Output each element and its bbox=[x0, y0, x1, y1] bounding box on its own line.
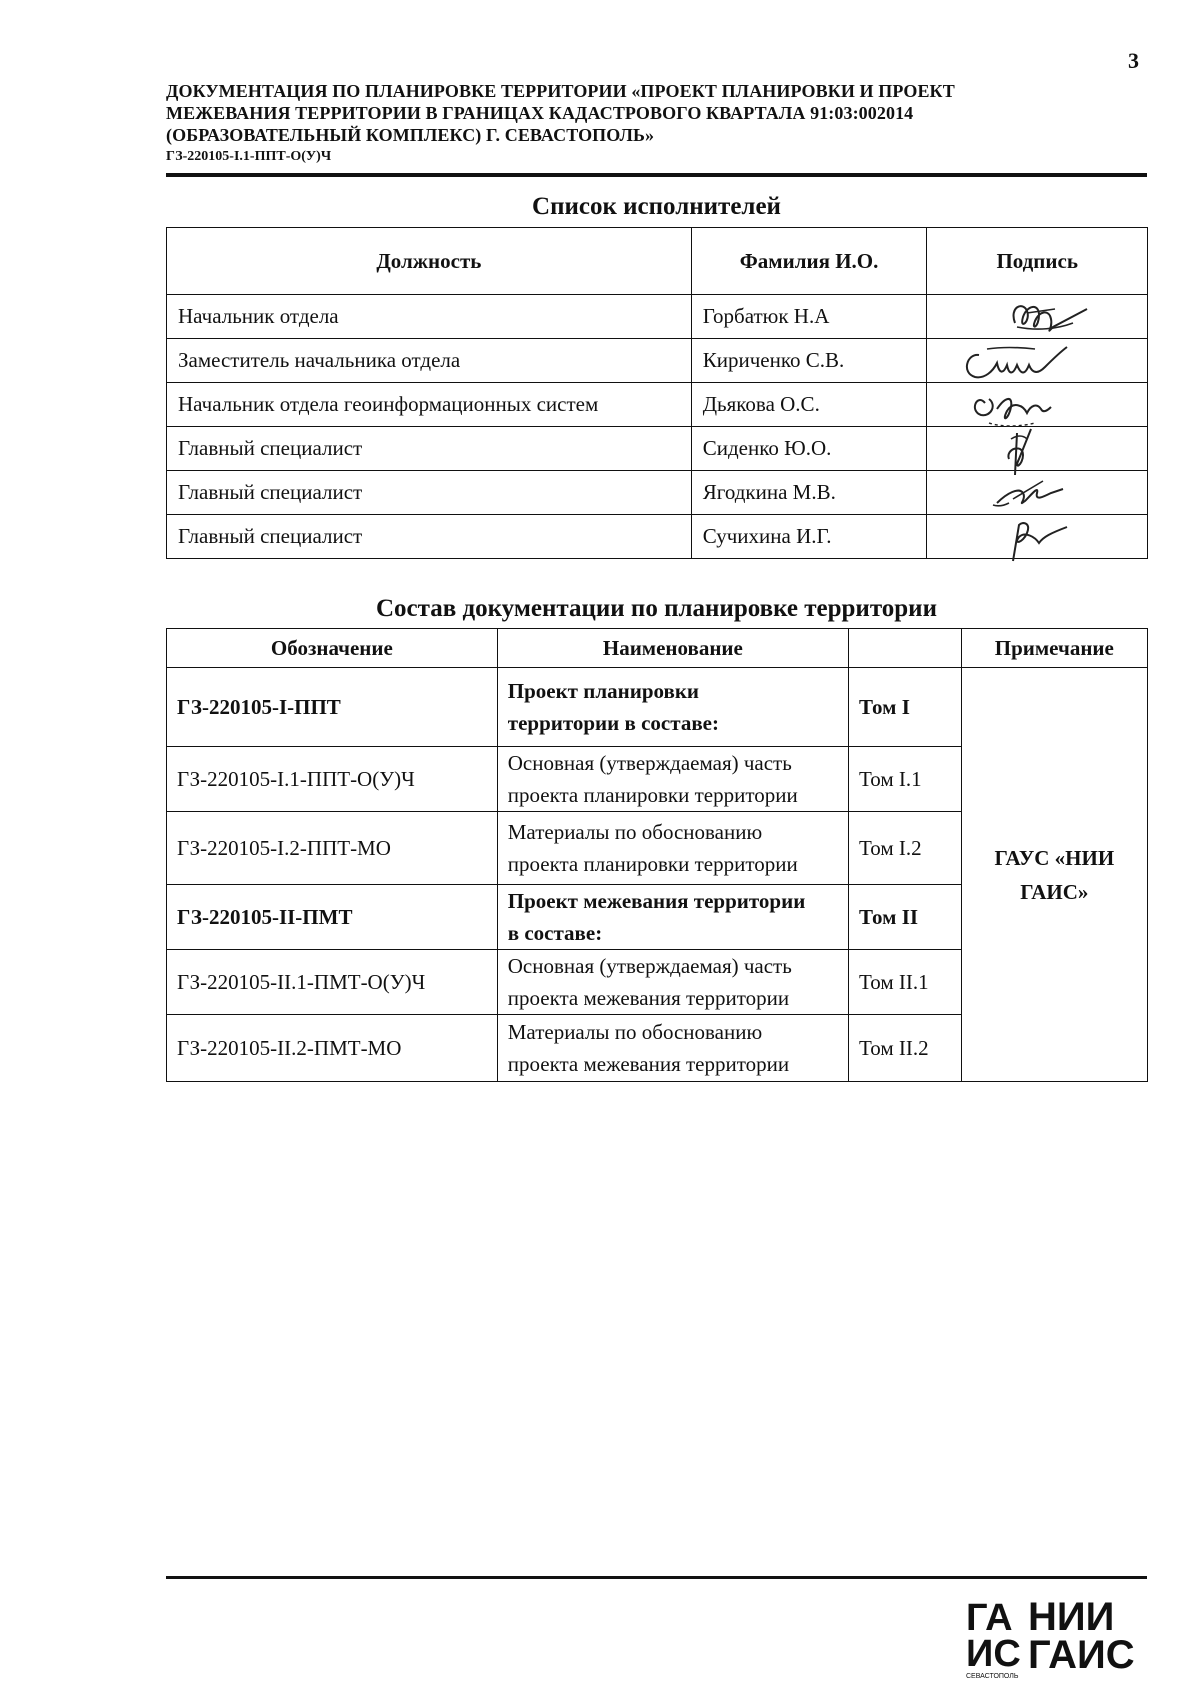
title-line-2: проекта планировки территории bbox=[507, 852, 798, 876]
volume-cell: Том I bbox=[848, 668, 961, 747]
logo-top-right: НИИ bbox=[1028, 1595, 1115, 1639]
title-line-1: Материалы по обоснованию bbox=[507, 1020, 763, 1044]
header-divider bbox=[166, 173, 1147, 177]
designation-cell: ГЗ-220105-I-ППТ bbox=[167, 668, 498, 747]
title-line-1: Основная (утверждаемая) часть bbox=[507, 751, 792, 775]
title-line-2: территории в составе: bbox=[507, 711, 719, 735]
designation-cell: ГЗ-220105-I.1-ППТ-О(У)Ч bbox=[167, 747, 498, 812]
column-header-designation: Обозначение bbox=[167, 629, 498, 668]
table-row bbox=[167, 668, 1148, 747]
title-line-2: проекта межевания территории bbox=[507, 986, 790, 1010]
position-cell: Начальник отдела геоинформационных систем bbox=[167, 383, 692, 427]
logo-bottom-left: ИС bbox=[966, 1633, 1021, 1675]
note-line-1: ГАУС «НИИ bbox=[994, 845, 1115, 870]
header-line-2: МЕЖЕВАНИЯ ТЕРРИТОРИИ В ГРАНИЦАХ КАДАСТРОВОГО КВАРТАЛА 91:03:002014 bbox=[166, 103, 914, 123]
note-cell bbox=[961, 668, 1147, 1082]
logo-top-left: ГА bbox=[966, 1597, 1013, 1639]
volume-cell: Том II.2 bbox=[848, 1015, 961, 1082]
logo-caption: СЕВАСТОПОЛЬ bbox=[966, 1673, 1019, 1680]
title-line-2: в составе: bbox=[507, 921, 603, 945]
title-line-1: Проект межевания территории bbox=[507, 889, 806, 913]
header-line-3: (ОБРАЗОВАТЕЛЬНЫЙ КОМПЛЕКС) Г. СЕВАСТОПОЛЬ» bbox=[166, 125, 655, 145]
signature-image bbox=[927, 507, 1145, 565]
designation-cell: ГЗ-220105-II.2-ПМТ-МО bbox=[167, 1015, 498, 1082]
column-header-name: Фамилия И.О. bbox=[691, 228, 927, 295]
title-cell bbox=[497, 747, 848, 812]
composition-title: Состав документации по планировке территории bbox=[376, 595, 937, 622]
designation-cell: ГЗ-220105-II.1-ПМТ-О(У)Ч bbox=[167, 950, 498, 1015]
executors-header-row bbox=[167, 228, 1148, 295]
volume-cell: Том I.2 bbox=[848, 812, 961, 885]
name-cell: Ягодкина М.В. bbox=[691, 471, 927, 515]
table-row bbox=[167, 515, 1148, 559]
position-cell: Главный специалист bbox=[167, 427, 692, 471]
name-cell: Сучихина И.Г. bbox=[691, 515, 927, 559]
position-cell: Начальник отдела bbox=[167, 295, 692, 339]
executors-title: Список исполнителей bbox=[532, 193, 781, 220]
title-cell bbox=[497, 812, 848, 885]
signature-cell bbox=[927, 515, 1148, 559]
page-number: 3 bbox=[1128, 48, 1139, 73]
note-line-2: ГАИС» bbox=[1020, 879, 1089, 904]
volume-cell: Том II bbox=[848, 885, 961, 950]
title-line-1: Материалы по обоснованию bbox=[507, 820, 763, 844]
name-cell: Сиденко Ю.О. bbox=[691, 427, 927, 471]
column-header-signature: Подпись bbox=[927, 228, 1148, 295]
title-cell bbox=[497, 950, 848, 1015]
composition-header-row bbox=[167, 629, 1148, 668]
column-header-note: Примечание bbox=[961, 629, 1147, 668]
logo-bottom-right: ГАИС bbox=[1028, 1633, 1135, 1677]
designation-cell: ГЗ-220105-II-ПМТ bbox=[167, 885, 498, 950]
nii-gais-logo bbox=[966, 1592, 1146, 1682]
designation-cell: ГЗ-220105-I.2-ППТ-МО bbox=[167, 812, 498, 885]
title-cell bbox=[497, 1015, 848, 1082]
name-cell: Кириченко С.В. bbox=[691, 339, 927, 383]
column-header-position: Должность bbox=[167, 228, 692, 295]
document-header bbox=[166, 80, 1146, 167]
title-line-1: Основная (утверждаемая) часть bbox=[507, 954, 792, 978]
footer-divider bbox=[166, 1576, 1147, 1579]
executors-table bbox=[166, 227, 1148, 559]
document-code: ГЗ-220105-I.1-ППТ-О(У)Ч bbox=[166, 149, 332, 164]
position-cell: Заместитель начальника отдела bbox=[167, 339, 692, 383]
header-line-1: ДОКУМЕНТАЦИЯ ПО ПЛАНИРОВКЕ ТЕРРИТОРИИ «ПРОЕКТ ПЛАНИРОВКИ И ПРОЕКТ bbox=[166, 81, 955, 101]
name-cell: Дьякова О.С. bbox=[691, 383, 927, 427]
title-cell bbox=[497, 668, 848, 747]
column-header-volume bbox=[848, 629, 961, 668]
column-header-title: Наименование bbox=[497, 629, 848, 668]
title-line-2: проекта планировки территории bbox=[507, 783, 798, 807]
title-cell bbox=[497, 885, 848, 950]
position-cell: Главный специалист bbox=[167, 471, 692, 515]
name-cell: Горбатюк Н.А bbox=[691, 295, 927, 339]
position-cell: Главный специалист bbox=[167, 515, 692, 559]
title-line-2: проекта межевания территории bbox=[507, 1052, 790, 1076]
title-line-1: Проект планировки bbox=[507, 679, 700, 703]
volume-cell: Том I.1 bbox=[848, 747, 961, 812]
volume-cell: Том II.1 bbox=[848, 950, 961, 1015]
composition-table bbox=[166, 628, 1148, 1082]
